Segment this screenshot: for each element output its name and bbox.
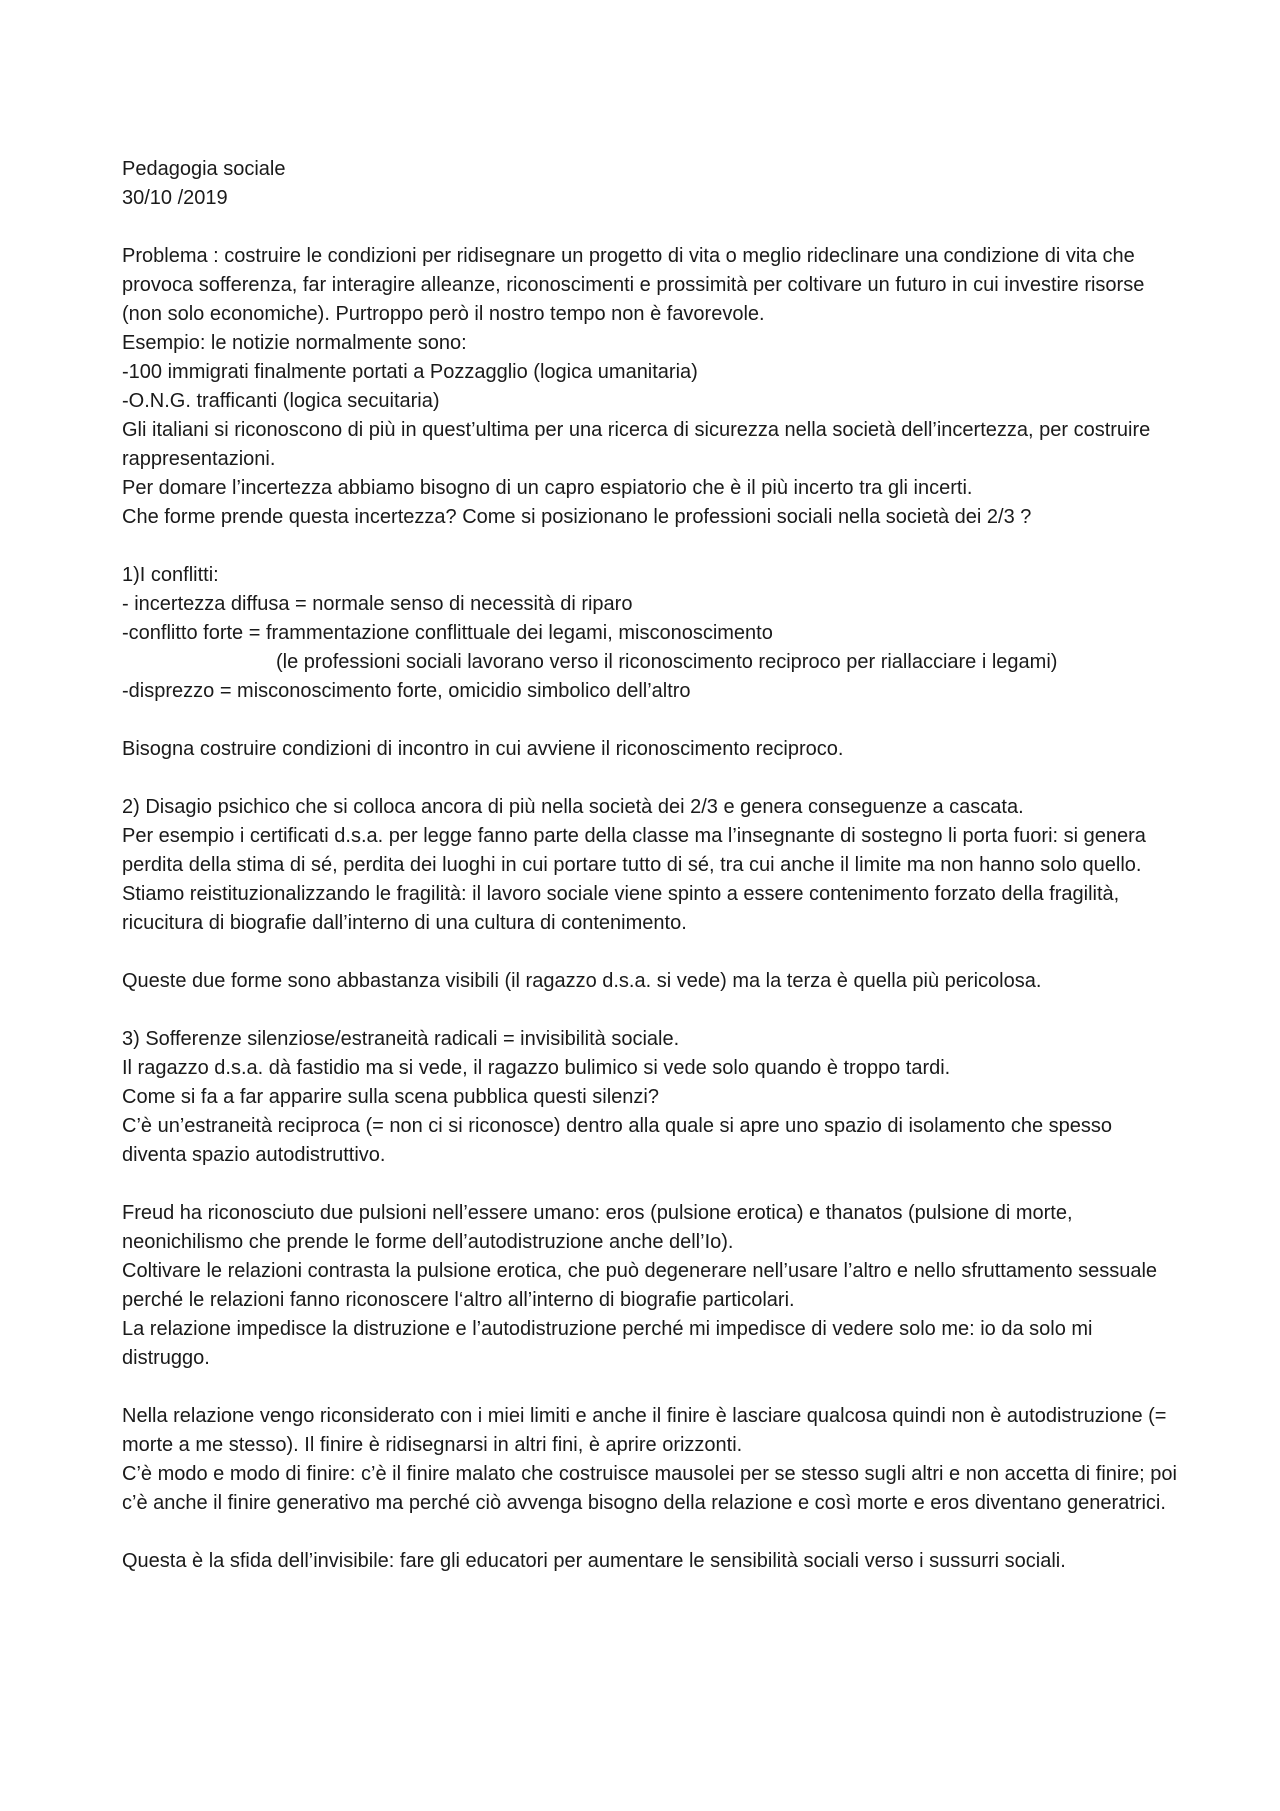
- paragraph-reistituzionalizzando: Stiamo reistituzionalizzando le fragilità: il lavoro sociale viene spinto a essere contenimento forzato della fragilità, ricucitura di biografie dall’interno di una cultura di contenimento.: [122, 883, 1120, 934]
- spacer: [122, 1373, 1182, 1402]
- document-title: Pedagogia sociale: [122, 158, 286, 180]
- spacer: [122, 1170, 1182, 1199]
- section-heading-sofferenze: 3) Sofferenze silenziose/estraneità radicali = invisibilità sociale.: [122, 1028, 680, 1050]
- paragraph-estraneita: C’è un’estraneità reciproca (= non ci si riconosce) dentro alla quale si apre uno spazio di isolamento che spesso diventa spazio autodistruttivo.: [122, 1115, 1112, 1166]
- paragraph-visibili: Queste due forme sono abbastanza visibili (il ragazzo d.s.a. si vede) ma la terza è quella più pericolosa.: [122, 970, 1042, 992]
- paragraph-conclusione: Questa è la sfida dell’invisibile: fare gli educatori per aumentare le sensibilità sociali verso i sussurri sociali.: [122, 1550, 1066, 1572]
- news-item-2: -O.N.G. trafficanti (logica secuitaria): [122, 390, 440, 412]
- spacer: [122, 764, 1182, 793]
- paragraph-ragazzo: Il ragazzo d.s.a. dà fastidio ma si vede, il ragazzo bulimico si vede solo quando è troppo tardi.: [122, 1057, 951, 1079]
- spacer: [122, 996, 1182, 1025]
- conflitti-item-2-note: (le professioni sociali lavorano verso il riconoscimento reciproco per riallacciare i legami): [276, 651, 1058, 673]
- conflitti-item-3: -disprezzo = misconoscimento forte, omicidio simbolico dell’altro: [122, 680, 691, 702]
- spacer: [122, 706, 1182, 735]
- document-body: [122, 155, 1182, 1576]
- document-date: 30/10 /2019: [122, 187, 228, 209]
- paragraph-finire-riconsiderato: Nella relazione vengo riconsiderato con i miei limiti e anche il finire è lasciare qualcosa quindi non è autodistruzione (= morte a me stesso). Il finire è ridisegnarsi in altri fini, è aprire orizzonti.: [122, 1405, 1167, 1456]
- paragraph-freud-relazione: La relazione impedisce la distruzione e l’autodistruzione perché mi impedisce di vedere solo me: io da solo mi distruggo.: [122, 1318, 1093, 1369]
- paragraph-problema: Problema : costruire le condizioni per ridisegnare un progetto di vita o meglio rideclinare una condizione di vita che provoca sofferenza, far interagire alleanze, riconoscimenti e prossimità per coltivare un futuro in cui investire risorse (non solo economiche). Purtroppo però il nostro tempo non è favorevole.: [122, 245, 1145, 325]
- paragraph-disagio-esempio: Per esempio i certificati d.s.a. per legge fanno parte della classe ma l’insegnante di sostegno li porta fuori: si genera perdita della stima di sé, perdita dei luoghi in cui portare tutto di sé, tra cui anche il limite ma non hanno solo quello.: [122, 825, 1146, 876]
- paragraph-esempio: Esempio: le notizie normalmente sono:: [122, 332, 467, 354]
- paragraph-conflitti-conclusion: Bisogna costruire condizioni di incontro in cui avviene il riconoscimento reciproco.: [122, 738, 844, 760]
- spacer: [122, 213, 1182, 242]
- news-item-1: -100 immigrati finalmente portati a Pozzagglio (logica umanitaria): [122, 361, 698, 383]
- paragraph-freud-relazioni: Coltivare le relazioni contrasta la pulsione erotica, che può degenerare nell’usare l’altro e nello sfruttamento sessuale perché le relazioni fanno riconoscere l‘altro all’interno di biografie particolari.: [122, 1260, 1158, 1311]
- conflitti-item-2: -conflitto forte = frammentazione conflittuale dei legami, misconoscimento: [122, 622, 773, 644]
- paragraph-finire-modo: C’è modo e modo di finire: c’è il finire malato che costruisce mausolei per se stesso sugli altri e non accetta di finire; poi c’è anche il finire generativo ma perché ciò avvenga bisogno della relazione e così morte e eros diventano generatrici.: [122, 1463, 1177, 1514]
- paragraph-domanda: Che forme prende questa incertezza? Come si posizionano le professioni sociali nella società dei 2/3 ?: [122, 506, 1032, 528]
- section-heading-conflitti: 1)I conflitti:: [122, 564, 219, 586]
- paragraph-freud-pulsioni: Freud ha riconosciuto due pulsioni nell’essere umano: eros (pulsione erotica) e thanatos (pulsione di morte, neonichilismo che prende le forme dell’autodistruzione anche dell’Io).: [122, 1202, 1073, 1253]
- conflitti-item-1: - incertezza diffusa = normale senso di necessità di riparo: [122, 593, 633, 615]
- paragraph-domare: Per domare l’incertezza abbiamo bisogno di un capro espiatorio che è il più incerto tra gli incerti.: [122, 477, 973, 499]
- spacer: [122, 1518, 1182, 1547]
- paragraph-italiani: Gli italiani si riconoscono di più in quest’ultima per una ricerca di sicurezza nella società dell’incertezza, per costruire rappresentazioni.: [122, 419, 1151, 470]
- section-heading-disagio: 2) Disagio psichico che si colloca ancora di più nella società dei 2/3 e genera conseguenze a cascata.: [122, 796, 1024, 818]
- spacer: [122, 532, 1182, 561]
- spacer: [122, 938, 1182, 967]
- paragraph-sofferenze-domanda: Come si fa a far apparire sulla scena pubblica questi silenzi?: [122, 1086, 659, 1108]
